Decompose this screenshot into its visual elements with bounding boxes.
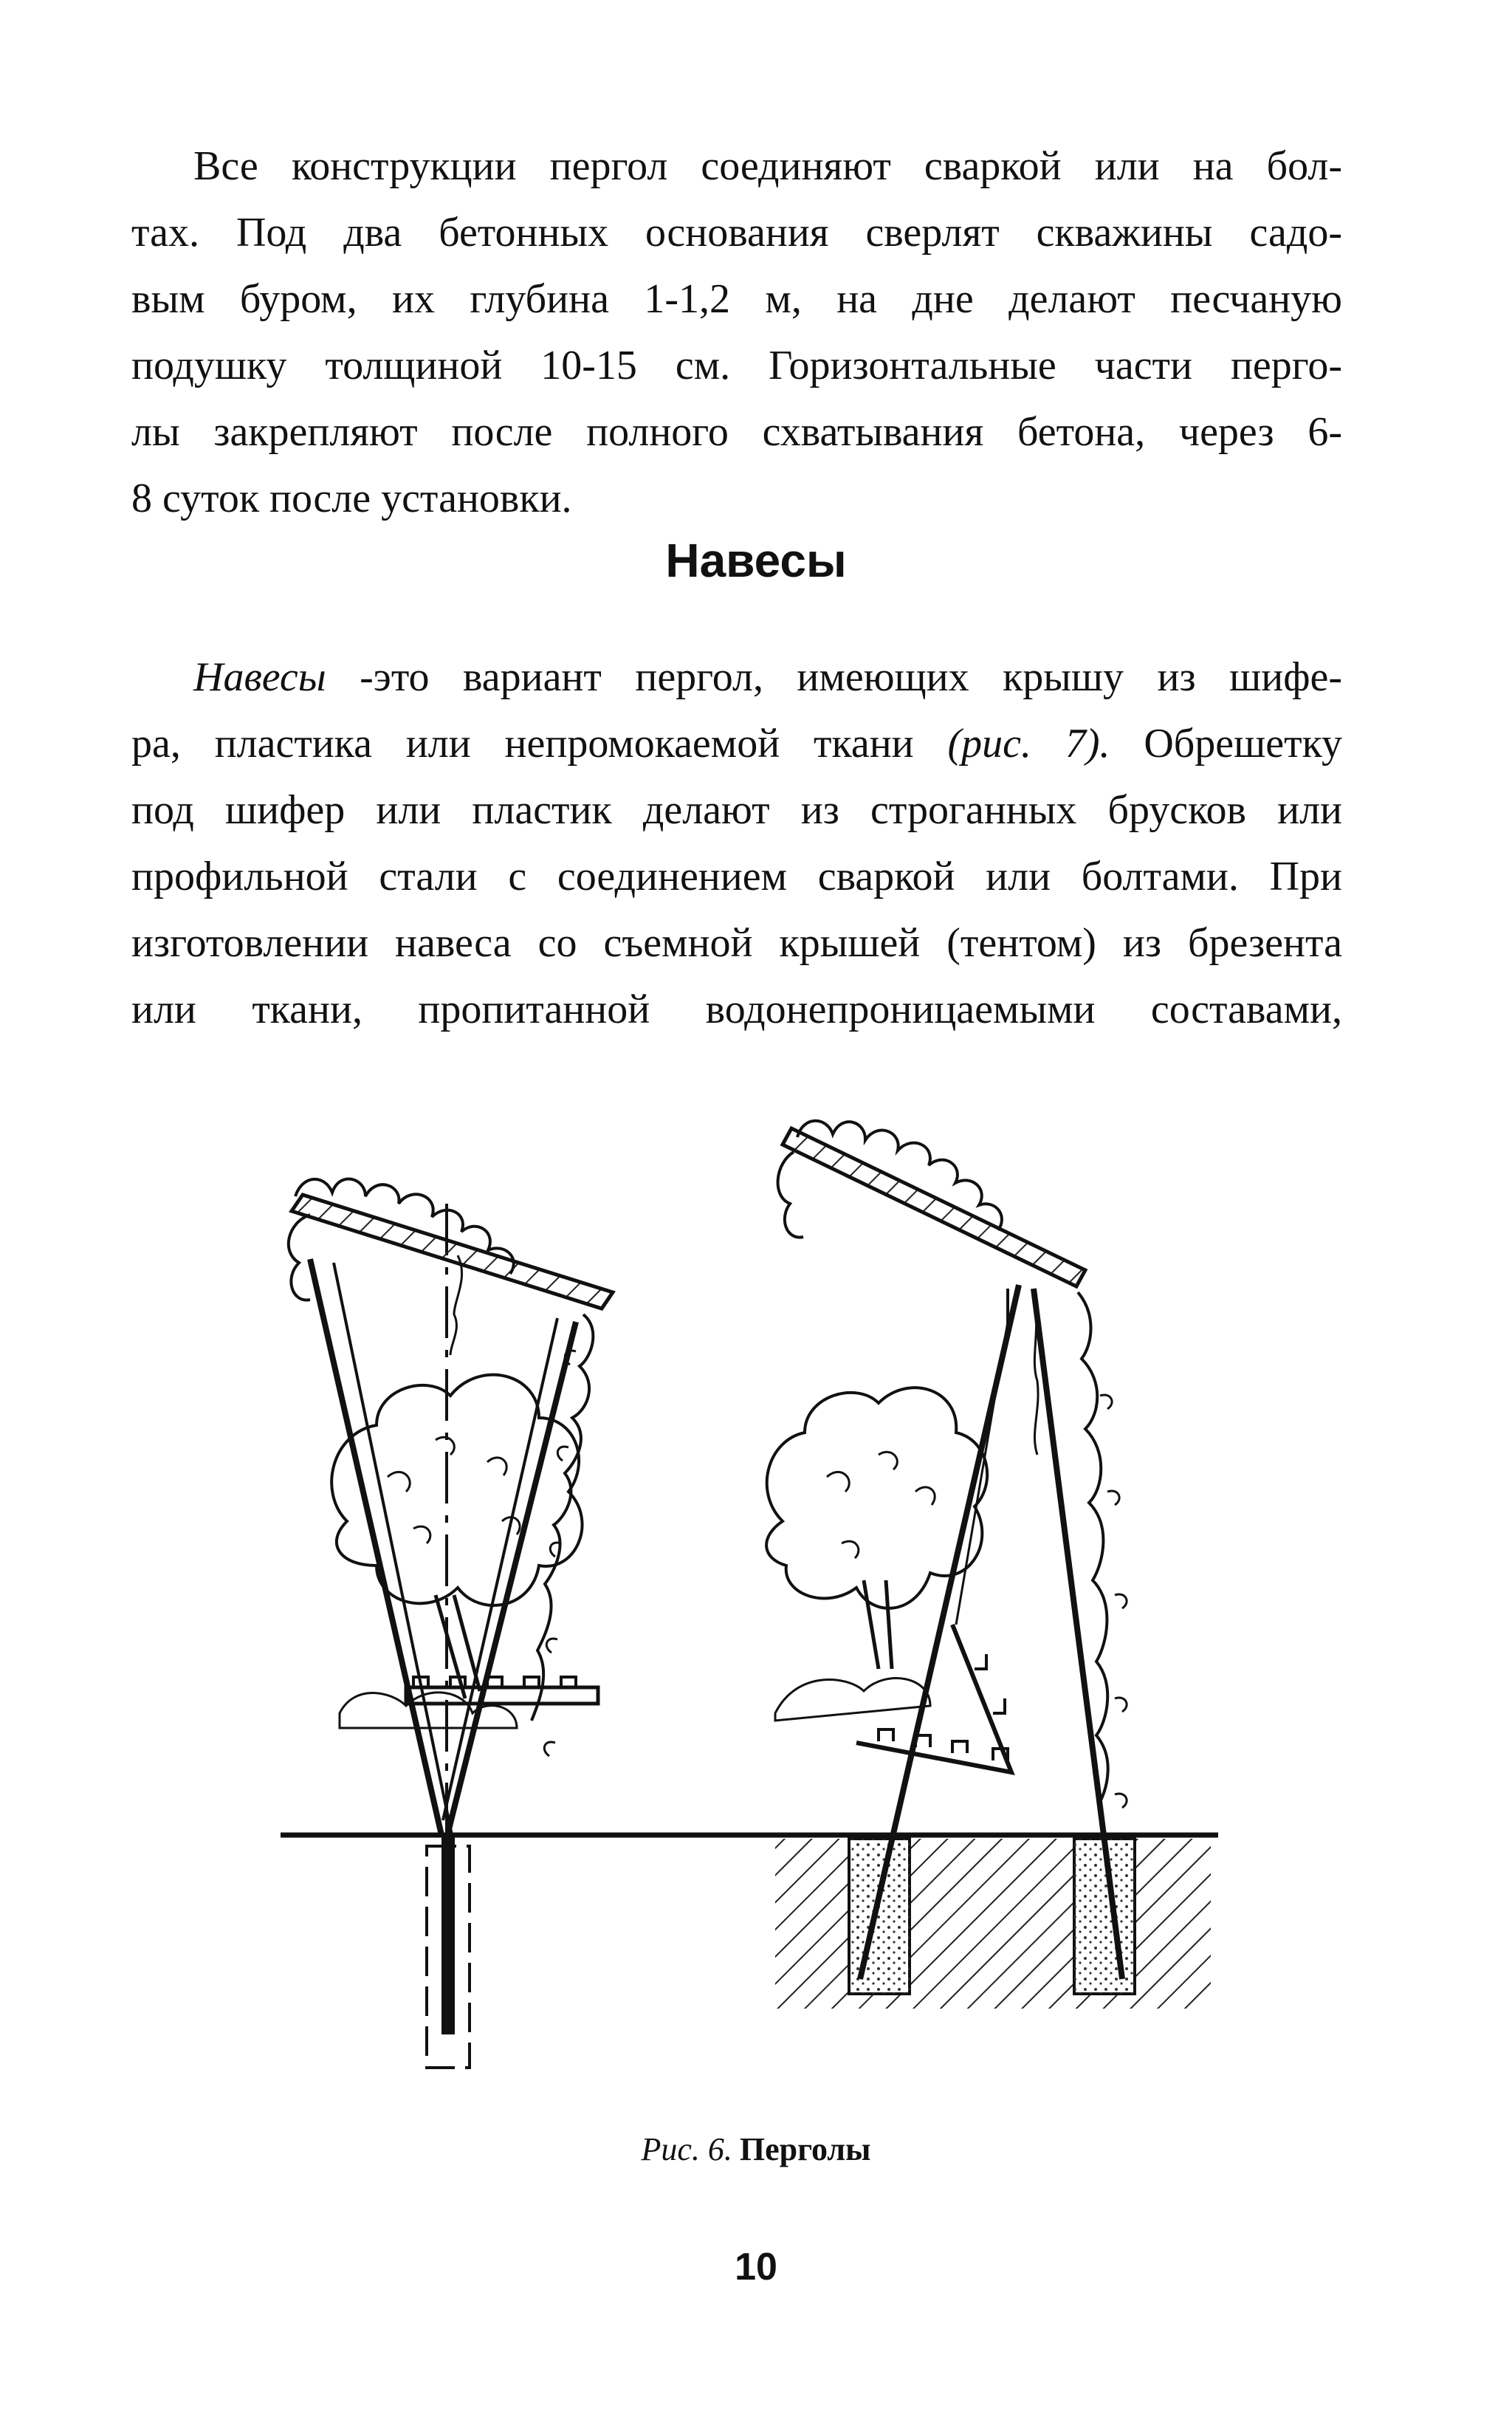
term-canopies: Навесы bbox=[193, 654, 326, 700]
bench-left bbox=[406, 1687, 598, 1704]
figure-reference: (рис. 7). bbox=[947, 721, 1110, 767]
caption-label: Рис. 6. bbox=[641, 2131, 732, 2167]
shrub-right bbox=[775, 1679, 930, 1721]
text-line: 8 суток после установки. bbox=[131, 476, 572, 521]
pergola-leg bbox=[447, 1322, 576, 1835]
text-line: вым буром, их глубина 1-1,2 м, на дне делают песчаную bbox=[131, 276, 1342, 322]
text-line: профильной стали с соединением сваркой или болтами. При bbox=[131, 854, 1342, 899]
pergola-illustration bbox=[266, 1108, 1226, 2082]
vine-right-right bbox=[1078, 1292, 1108, 1802]
text-line: тах. Под два бетонных основания сверлят скважины садо- bbox=[131, 210, 1342, 256]
text-line bbox=[131, 710, 1342, 777]
text-line: изготовлении навеса со съемной крышей (тентом) из брезента bbox=[131, 920, 1342, 966]
text-fragment: ра, пластика или непромокаемой ткани bbox=[131, 721, 948, 767]
figure-caption bbox=[0, 2130, 1512, 2168]
text-line: под шифер или пластик делают из строганных брусков или bbox=[131, 787, 1342, 833]
pergola-leg bbox=[310, 1259, 441, 1835]
pergola-drawing bbox=[266, 1108, 1226, 2082]
left-pergola bbox=[289, 1179, 613, 2068]
text-line: Все конструкции пергол соединяют сваркой или на бол- bbox=[193, 143, 1342, 189]
post-in-footing bbox=[441, 1835, 455, 2034]
section-heading: Навесы bbox=[665, 534, 847, 587]
text-line bbox=[131, 644, 1342, 710]
tree-trunk-right bbox=[864, 1580, 892, 1669]
text-fragment: Обрешетку bbox=[1110, 721, 1342, 767]
text-line: подушку толщиной 10-15 см. Горизонтальные части перго- bbox=[131, 343, 1342, 388]
tree-crown-left bbox=[331, 1375, 582, 1605]
soil-hatching bbox=[775, 1839, 1211, 2009]
right-pergola bbox=[766, 1121, 1211, 2009]
paragraph-pergola-construction bbox=[131, 133, 1342, 532]
text-line: или ткани, пропитанной водонепроницаемыми составами, bbox=[131, 987, 1342, 1032]
roof-beam-right bbox=[783, 1128, 1085, 1286]
page-number: 10 bbox=[735, 2246, 777, 2288]
paragraph-canopies bbox=[131, 644, 1342, 1043]
text-line: лы закрепляют после полного схватывания бетона, через 6- bbox=[131, 409, 1342, 455]
caption-title: Перголы bbox=[739, 2131, 871, 2167]
text-fragment: -это вариант пергол, имеющих крышу из шифе- bbox=[326, 654, 1342, 700]
